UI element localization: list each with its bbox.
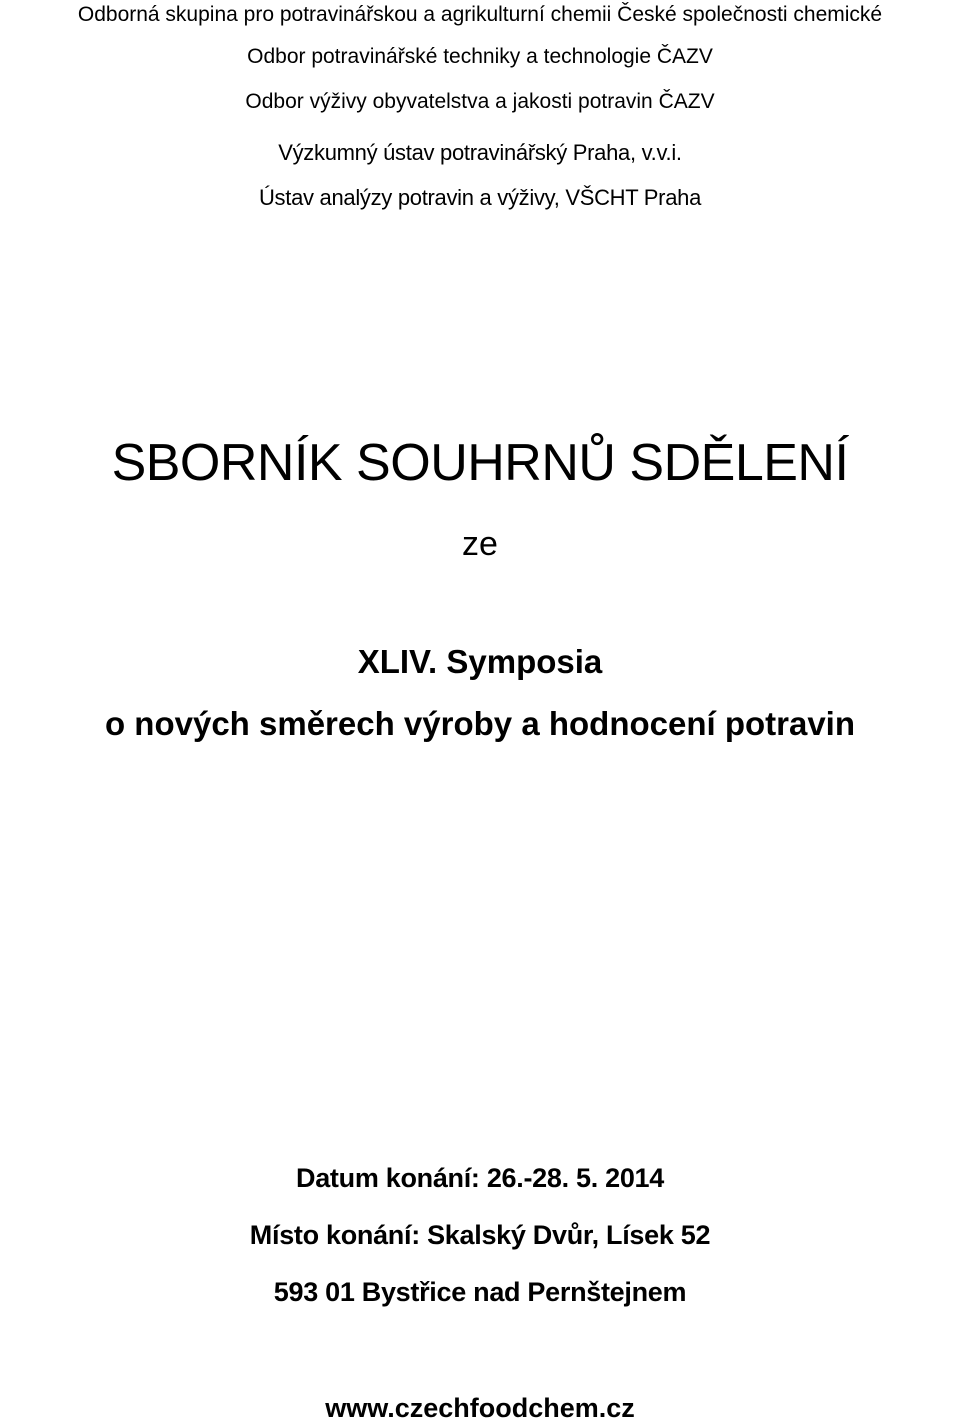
symposium-subtitle: o nových směrech výroby a hodnocení potravin [104,705,856,742]
symposium-number: XLIV. Symposia [357,643,603,680]
organizer-line-2: Odbor potravinářské techniky a technologie ČAZV [247,45,713,68]
organizer-line-3: Odbor výživy obyvatelstva a jakosti potravin ČAZV [245,90,715,113]
event-address: 593 01 Bystřice nad Pernštejnem [273,1277,687,1307]
website-link[interactable]: www.czechfoodchem.cz [325,1393,635,1423]
event-date: Datum konání: 26.-28. 5. 2014 [296,1163,664,1193]
event-venue: Místo konání: Skalský Dvůr, Lísek 52 [249,1220,711,1250]
organizer-line-4: Výzkumný ústav potravinářský Praha, v.v.i. [278,140,682,165]
organizer-line-5: Ústav analýzy potravin a výživy, VŠCHT Praha [258,185,702,210]
organizer-line-1: Odborná skupina pro potravinářskou a agrikulturní chemii České společnosti chemické [77,3,883,26]
document-title: SBORNÍK SOUHRNŮ SDĚLENÍ [111,434,849,492]
title-connector: ze [462,525,498,563]
